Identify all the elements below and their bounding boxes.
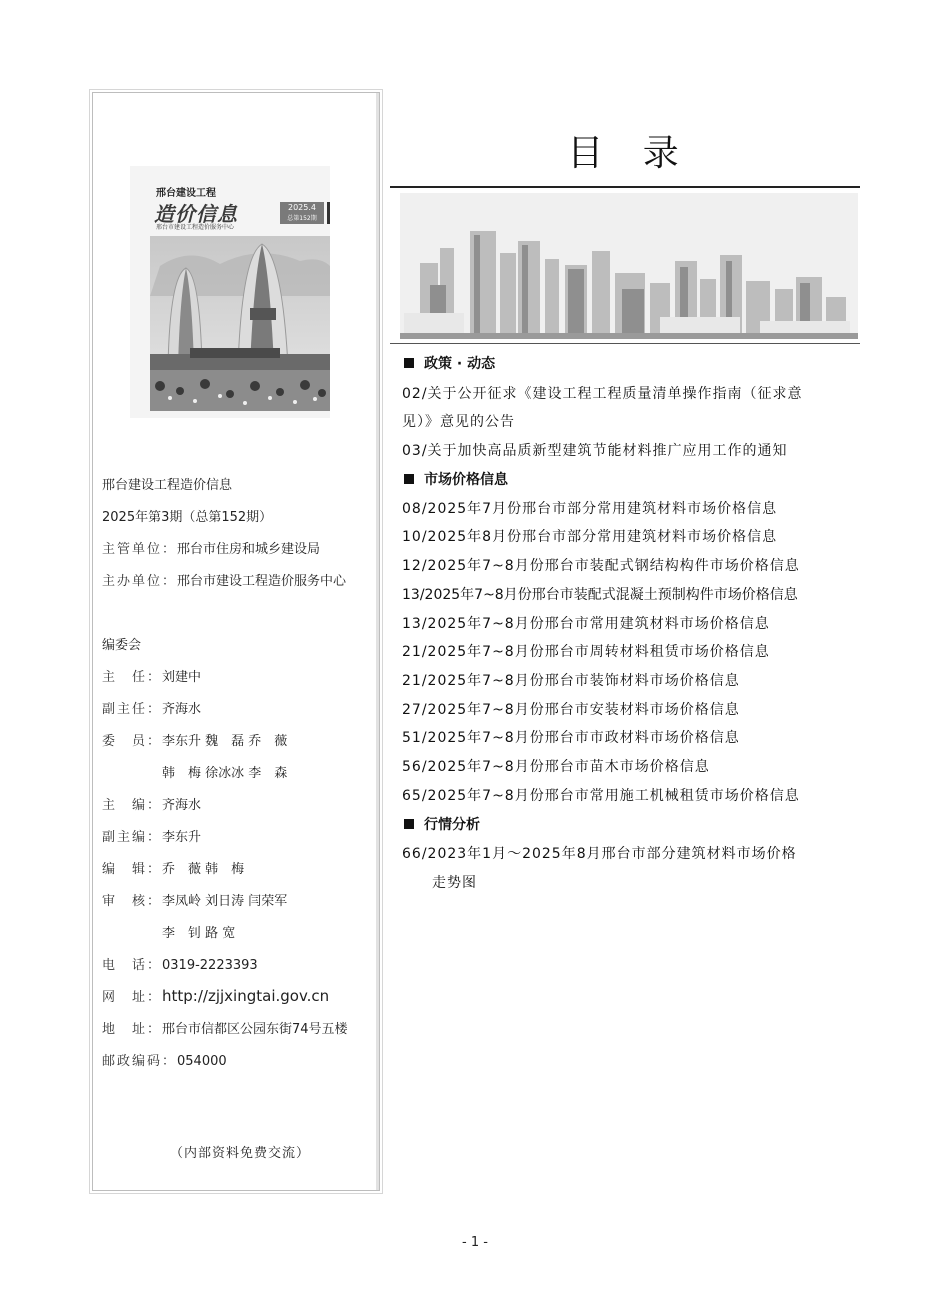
web-row — [102, 986, 329, 1005]
toc-item[interactable]: 13/2025年7~8月份邢台市常用建筑材料市场价格信息 — [402, 616, 770, 632]
editor-value: 齐海水 — [162, 798, 202, 813]
toc-section-policy — [404, 353, 495, 373]
toc-item[interactable]: 12/2025年7~8月份邢台市装配式钢结构构件市场价格信息 — [402, 558, 800, 574]
vice-editor-label: 副主编： — [102, 830, 163, 845]
toc-section-market — [404, 469, 508, 489]
supervisor-label: 主管单位： — [102, 542, 178, 557]
host-label: 主办单位： — [102, 574, 178, 589]
cover-title-small: 邢台建设工程 — [156, 188, 216, 199]
vice-director-label: 副主任： — [102, 702, 163, 717]
internal-note: （内部资料免费交流） — [170, 1146, 311, 1161]
cover-issue-badge — [280, 202, 324, 224]
committee-heading: 编委会 — [102, 638, 142, 653]
title-rule — [390, 186, 860, 188]
cover-issue-year: 2025.4 — [288, 203, 316, 212]
reviewer-line1: 李凤岭 刘日涛 闫荣军 — [162, 894, 288, 909]
compiler-label: 编 辑： — [102, 862, 163, 877]
reviewer-label: 审 核： — [102, 894, 163, 909]
postcode-row — [102, 1050, 227, 1069]
toc-section-label: 市场价格信息 — [424, 472, 508, 488]
editor-row — [102, 794, 201, 813]
director-value: 刘建中 — [162, 670, 202, 685]
toc-item[interactable]: 03/关于加快高品质新型建筑节能材料推广应用工作的通知 — [402, 443, 788, 459]
web-link[interactable]: http://zjjxingtai.gov.cn — [162, 987, 330, 1005]
vice-editor-row — [102, 826, 201, 845]
toc-item[interactable]: 13/2025年7~8月份邢台市装配式混凝土预制构件市场价格信息 — [402, 587, 798, 603]
toc-item[interactable]: 走势图 — [432, 875, 477, 891]
host-value: 邢台市建设工程造价服务中心 — [177, 574, 347, 589]
square-bullet-icon — [404, 819, 414, 829]
toc-item[interactable]: 27/2025年7~8月份邢台市安装材料市场价格信息 — [402, 702, 740, 718]
toc-item[interactable]: 65/2025年7~8月份邢台市常用施工机械租赁市场价格信息 — [402, 788, 800, 804]
cover-towers-illustration — [150, 236, 330, 411]
address-label: 地 址： — [102, 1022, 163, 1037]
compiler-row — [102, 858, 244, 877]
toc-title: 目 录 — [567, 133, 693, 174]
vice-director-row — [102, 698, 201, 717]
phone-label: 电 话： — [102, 958, 163, 973]
vice-editor-value: 李东升 — [162, 830, 202, 845]
toc-item[interactable]: 08/2025年7月份邢台市部分常用建筑材料市场价格信息 — [402, 501, 778, 517]
members-label: 委 员： — [102, 734, 163, 749]
pub-name: 邢台建设工程造价信息 — [102, 478, 233, 493]
skyline-banner-image — [400, 193, 858, 339]
cover-image — [130, 166, 330, 418]
address-row — [102, 1018, 348, 1037]
toc-section-label: 政策 · 动态 — [424, 356, 496, 372]
toc-item[interactable]: 51/2025年7~8月份邢台市市政材料市场价格信息 — [402, 730, 740, 746]
director-label: 主 任： — [102, 670, 163, 685]
phone-value: 0319-2223393 — [162, 958, 258, 973]
cover-title-large: 造价信息 — [154, 202, 238, 226]
toc-item[interactable]: 02/关于公开征求《建设工程工程质量清单操作指南（征求意 — [402, 386, 803, 402]
toc-item[interactable]: 21/2025年7~8月份邢台市装饰材料市场价格信息 — [402, 673, 740, 689]
cover-issue-total: 总第152期 — [287, 215, 317, 222]
toc-item[interactable]: 21/2025年7~8月份邢台市周转材料租赁市场价格信息 — [402, 644, 770, 660]
banner-rule — [390, 343, 860, 344]
page-number: - 1 - — [462, 1235, 488, 1250]
issue-number: 2025年第3期（总第152期） — [102, 510, 273, 525]
compiler-value: 乔 薇 韩 梅 — [162, 862, 245, 877]
members-row — [102, 730, 287, 749]
members-line1: 李东升 魏 磊 乔 薇 — [162, 734, 288, 749]
web-label: 网 址： — [102, 990, 163, 1005]
vice-director-value: 齐海水 — [162, 702, 202, 717]
toc-section-label: 行情分析 — [424, 817, 480, 833]
members-line2: 韩 梅 徐冰冰 李 森 — [162, 766, 288, 781]
postcode-value: 054000 — [177, 1054, 227, 1069]
supervisor-row — [102, 538, 320, 557]
toc-item[interactable]: 见）》意见的公告 — [402, 414, 515, 430]
reviewer-row — [102, 890, 287, 909]
toc-item[interactable]: 56/2025年7~8月份邢台市苗木市场价格信息 — [402, 759, 710, 775]
cover-subtitle: 邢台市建设工程造价服务中心 — [156, 224, 235, 231]
editor-label: 主 编： — [102, 798, 163, 813]
toc-item[interactable]: 66/2023年1月～2025年8月邢台市部分建筑材料市场价格 — [402, 846, 797, 862]
toc-section-analysis — [404, 814, 480, 834]
address-value: 邢台市信都区公园东街74号五楼 — [162, 1022, 348, 1037]
host-row — [102, 570, 346, 589]
supervisor-value: 邢台市住房和城乡建设局 — [177, 542, 321, 557]
phone-row — [102, 954, 258, 973]
director-row — [102, 666, 201, 685]
square-bullet-icon — [404, 474, 414, 484]
postcode-label: 邮政编码： — [102, 1054, 178, 1069]
square-bullet-icon — [404, 358, 414, 368]
reviewer-line2: 李 钊 路 宽 — [162, 926, 236, 941]
toc-item[interactable]: 10/2025年8月份邢台市部分常用建筑材料市场价格信息 — [402, 529, 778, 545]
cover-bar — [327, 202, 330, 224]
